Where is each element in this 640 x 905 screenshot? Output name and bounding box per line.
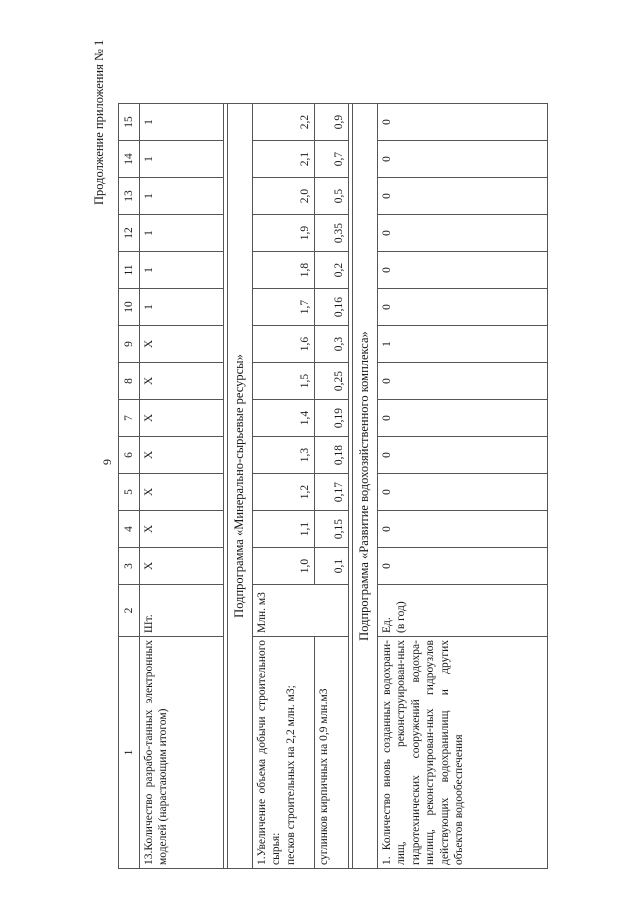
value-cell: 2,2 (253, 104, 315, 141)
value-cell: 0 (378, 178, 548, 215)
header-cell: 13 (119, 178, 140, 215)
value-cell: 1,3 (253, 437, 315, 474)
value-cell: 0 (378, 437, 548, 474)
value-cell: 1,8 (253, 252, 315, 289)
value-cell: 0,1 (315, 548, 349, 585)
header-cell: 12 (119, 215, 140, 252)
value-cell: 0 (378, 548, 548, 585)
value-cell: 1,0 (253, 548, 315, 585)
value-cell: 0 (378, 474, 548, 511)
value-cell: 1 (140, 215, 224, 252)
value-cell: 1 (140, 289, 224, 326)
value-cell: 1 (140, 104, 224, 141)
value-cell: 0 (378, 215, 548, 252)
value-cell: 1 (378, 326, 548, 363)
header-cell: 11 (119, 252, 140, 289)
value-cell: 0,25 (315, 363, 349, 400)
header-cell: 3 (119, 548, 140, 585)
continuation-title: Продолжение приложения № 1 (92, 39, 106, 205)
header-row (119, 104, 140, 869)
value-cell: Х (140, 474, 224, 511)
indicator-name: 13.Количество разрабо-танных электронных моделей (нарастающим итогом) (140, 637, 224, 869)
header-cell: 9 (119, 326, 140, 363)
unit-part: (в год) (395, 601, 408, 633)
value-cell: Х (140, 548, 224, 585)
unit-cell: Млн. м3 (253, 585, 349, 637)
indicator-name-part: 1.Увеличение объема добычи строительного сырья: (256, 640, 283, 865)
value-cell: 0,3 (315, 326, 349, 363)
value-cell: 0,16 (315, 289, 349, 326)
header-cell: 8 (119, 363, 140, 400)
value-cell: 1 (140, 141, 224, 178)
header-cell: 6 (119, 437, 140, 474)
header-cell: 15 (119, 104, 140, 141)
value-cell: 0,5 (315, 178, 349, 215)
value-cell: 1 (140, 178, 224, 215)
subprogram-water-row (353, 104, 378, 869)
header-cell: 2 (119, 585, 140, 637)
value-cell: 0 (378, 511, 548, 548)
subprogram-mineral-row (228, 104, 253, 869)
value-cell: 0 (378, 252, 548, 289)
value-cell: 0,18 (315, 437, 349, 474)
value-cell: 2,0 (253, 178, 315, 215)
indicator-name (253, 637, 315, 869)
value-cell: 0 (378, 363, 548, 400)
value-cell: Х (140, 400, 224, 437)
value-cell: Х (140, 326, 224, 363)
indicator-name: 1. Количество вновь созданных водохрани-лищ, реконструирован-ных гидротехнических сооружений водохра-нилищ, реконструирован-ных гидроузлов действующих водохранилищ и других объектов водообеспечения (378, 637, 548, 869)
subprogram-title: Подпрограмма «Минерально-сырьевые ресурсы» (228, 104, 253, 869)
value-cell: 0 (378, 104, 548, 141)
value-cell: 1,7 (253, 289, 315, 326)
header-cell: 7 (119, 400, 140, 437)
value-cell: 0 (378, 141, 548, 178)
value-cell: 0,19 (315, 400, 349, 437)
value-cell: 0 (378, 400, 548, 437)
value-cell: Х (140, 363, 224, 400)
value-cell: 0,15 (315, 511, 349, 548)
value-cell: 1,4 (253, 400, 315, 437)
row-reservoirs (378, 104, 548, 869)
value-cell: 1,6 (253, 326, 315, 363)
value-cell: 1,2 (253, 474, 315, 511)
header-cell: 14 (119, 141, 140, 178)
header-cell: 5 (119, 474, 140, 511)
value-cell: 0,35 (315, 215, 349, 252)
header-cell: 4 (119, 511, 140, 548)
value-cell: 0,9 (315, 104, 349, 141)
value-cell: 2,1 (253, 141, 315, 178)
indicator-name-part: песков строительных на 2,2 млн. м3; (284, 685, 297, 865)
unit-cell: Шт. (140, 585, 224, 637)
row-loam (315, 104, 349, 869)
value-cell: 0,17 (315, 474, 349, 511)
value-cell: 1,1 (253, 511, 315, 548)
value-cell: 0,7 (315, 141, 349, 178)
value-cell: 0 (378, 289, 548, 326)
indicator-name: суглинков кирпичных на 0,9 млн.м3 (315, 637, 349, 869)
value-cell: 0,2 (315, 252, 349, 289)
row-sand (253, 104, 315, 869)
subprogram-title: Подпрограмма «Развитие водохозяйственного комплекса» (353, 104, 378, 869)
value-cell: 1,9 (253, 215, 315, 252)
unit-part: Ед. (381, 617, 393, 633)
value-cell: 1 (140, 252, 224, 289)
value-cell: 1,5 (253, 363, 315, 400)
row-electronic-models (140, 104, 224, 869)
indicators-table (118, 103, 548, 869)
unit-cell (378, 585, 548, 637)
header-cell: 10 (119, 289, 140, 326)
value-cell: Х (140, 511, 224, 548)
value-cell: Х (140, 437, 224, 474)
header-cell: 1 (119, 637, 140, 869)
page-number: 9 (100, 459, 114, 465)
